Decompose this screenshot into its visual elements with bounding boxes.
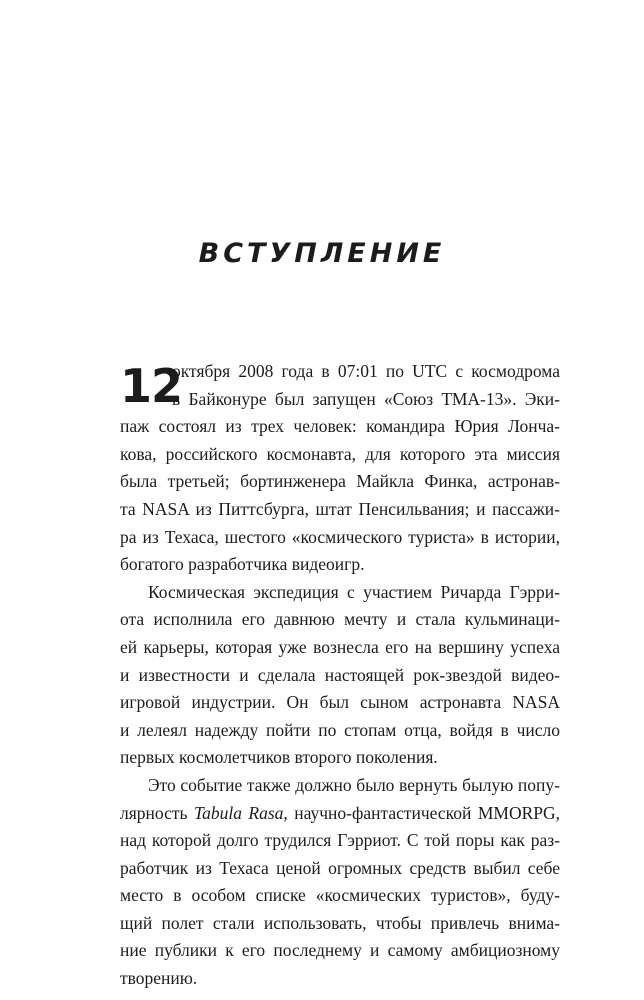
text-line: кова, российского космонавта, для которого эта миссия — [120, 443, 560, 464]
paragraph-3 — [120, 772, 560, 993]
text-line: та NASA из Питтсбурга, штат Пенсильвания; и пассажи- — [120, 498, 560, 519]
text-line: Космическая экспедиция с участием Ричарда Гэрри- — [148, 581, 560, 602]
text-line: богатого разработчика видеоигр. — [120, 554, 365, 575]
drop-cap: 12 — [120, 359, 183, 413]
game-title: Tabula Rasa — [193, 802, 284, 823]
text-line: и известности и сделала настоящей рок-звездой видео- — [120, 664, 560, 685]
text-span: , научно-фантастической MMORPG, — [283, 802, 560, 823]
text-line: щий полет стали использовать, чтобы привлечь внима- — [120, 912, 560, 933]
chapter-body — [120, 358, 560, 993]
paragraph-2 — [120, 579, 560, 772]
text-line: Это событие также должно было вернуть былую попу- — [148, 774, 560, 795]
text-line — [120, 800, 560, 828]
text-line: октября 2008 года в 07:01 по UTC с космодрома — [172, 361, 560, 381]
text-line: в Байконуре был запущен «Союз ТМА-13». Эки- — [172, 388, 560, 409]
text-line: была третьей; бортинженера Майкла Финка, астронав- — [120, 471, 560, 492]
text-line: место в особом списке «космических туристов», буду- — [120, 885, 560, 906]
text-line: и лелеял надежду пойти по стопам отца, войдя в число — [120, 719, 560, 740]
paragraph-1 — [120, 358, 560, 579]
text-line: ние публики к его последнему и самому амбициозному — [120, 940, 560, 961]
text-line: паж состоял из трех человек: командира Юрия Лонча- — [120, 416, 560, 437]
text-line: над которой долго трудился Гэрриот. С той поры как раз- — [120, 830, 560, 851]
text-line: ей карьеры, которая уже вознесла его на вершину успеха — [120, 636, 560, 657]
text-line: первых космолетчиков второго поколения. — [120, 747, 438, 768]
text-span: лярность — [120, 802, 194, 823]
chapter-title: ВСТУПЛЕНИЕ — [198, 238, 446, 269]
text-line: ра из Техаса, шестого «космического туриста» в истории, — [120, 526, 560, 547]
text-line: ота исполнила его давнюю мечту и стала кульминаци- — [120, 609, 560, 630]
text-line: игровой индустрии. Он был сыном астронавта NASA — [120, 692, 560, 713]
text-line: творению. — [120, 968, 198, 989]
text-line: работчик из Техаса ценой огромных средств выбил себе — [120, 857, 560, 878]
